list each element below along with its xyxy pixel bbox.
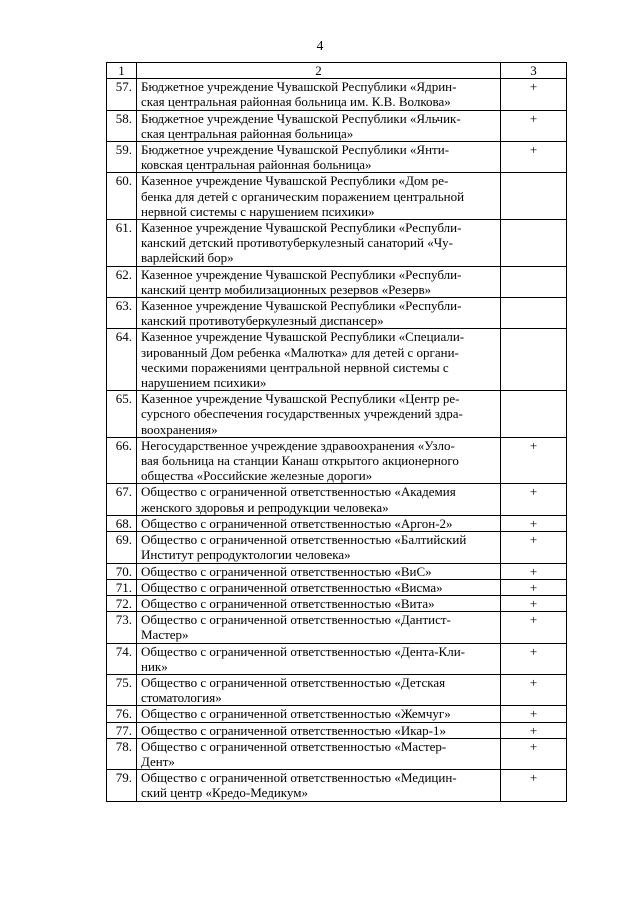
table-row bbox=[107, 391, 567, 438]
organization-name-line: Казенное учреждение Чувашской Республики «Дом ре- bbox=[141, 173, 449, 189]
row-number: 57. bbox=[107, 79, 137, 110]
row-number: 78. bbox=[107, 738, 137, 769]
participation-mark: + bbox=[501, 706, 567, 722]
row-number: 58. bbox=[107, 110, 137, 141]
participation-mark: + bbox=[501, 674, 567, 705]
row-number: 79. bbox=[107, 770, 137, 801]
organization-name bbox=[137, 266, 501, 297]
page-number: 4 bbox=[316, 38, 324, 53]
table-row bbox=[107, 532, 567, 563]
row-number: 62. bbox=[107, 266, 137, 297]
organization-name bbox=[137, 220, 501, 267]
organization-name-line: Общество с ограниченной ответственностью «Вита» bbox=[141, 595, 435, 611]
table-row bbox=[107, 173, 567, 220]
table-row bbox=[107, 484, 567, 515]
organization-name-line: нервной системы с нарушением психики» bbox=[141, 203, 375, 219]
organization-name-line: ковская центральная районная больница» bbox=[141, 157, 372, 173]
organization-name-line: варлейский бор» bbox=[141, 250, 234, 266]
row-number: 74. bbox=[107, 643, 137, 674]
table-row bbox=[107, 738, 567, 769]
organization-name-line: Негосударственное учреждение здравоохранения «Узло- bbox=[141, 437, 455, 453]
organization-name-line: Общество с ограниченной ответственностью «Медицин- bbox=[141, 770, 457, 786]
organization-name-line: нарушением психики» bbox=[141, 375, 267, 391]
organization-name-line: бенка для детей с органическим поражением центральной bbox=[141, 188, 465, 204]
organization-name bbox=[137, 437, 501, 484]
participation-mark: + bbox=[501, 579, 567, 595]
organization-name bbox=[137, 612, 501, 643]
organization-name-line: Общество с ограниченной ответственностью «Мастер- bbox=[141, 738, 447, 754]
organization-name-line: Казенное учреждение Чувашской Республики «Специали- bbox=[141, 329, 465, 345]
participation-mark: + bbox=[501, 79, 567, 110]
organization-name-line: вая больница на станции Канаш открытого акционерного bbox=[141, 453, 459, 469]
participation-mark: + bbox=[501, 532, 567, 563]
organization-name-line: канский противотуберкулезный диспансер» bbox=[141, 313, 384, 329]
table-row bbox=[107, 298, 567, 329]
row-number: 70. bbox=[107, 563, 137, 579]
table-row bbox=[107, 329, 567, 391]
row-number: 68. bbox=[107, 515, 137, 531]
row-number: 59. bbox=[107, 142, 137, 173]
organization-name bbox=[137, 706, 501, 722]
organization-name-line: общества «Российские железные дороги» bbox=[141, 468, 373, 484]
organization-name-line: женского здоровья и репродукции человека» bbox=[141, 499, 389, 515]
organization-name-line: зированный Дом ребенка «Малютка» для детей с органи- bbox=[141, 344, 459, 360]
participation-mark: + bbox=[501, 722, 567, 738]
column-header-1: 1 bbox=[107, 63, 137, 79]
participation-mark: + bbox=[501, 110, 567, 141]
participation-mark bbox=[501, 391, 567, 438]
participation-mark: + bbox=[501, 612, 567, 643]
row-number: 67. bbox=[107, 484, 137, 515]
organization-name bbox=[137, 391, 501, 438]
table-row bbox=[107, 563, 567, 579]
row-number: 64. bbox=[107, 329, 137, 391]
organization-name-line: Общество с ограниченной ответственностью «Икар-1» bbox=[141, 722, 446, 738]
participation-mark bbox=[501, 173, 567, 220]
row-number: 71. bbox=[107, 579, 137, 595]
table-row bbox=[107, 266, 567, 297]
participation-mark: + bbox=[501, 437, 567, 484]
table-header-row bbox=[107, 63, 567, 79]
table-row bbox=[107, 437, 567, 484]
organization-name bbox=[137, 579, 501, 595]
organization-name bbox=[137, 484, 501, 515]
organizations-table bbox=[106, 62, 567, 802]
participation-mark bbox=[501, 266, 567, 297]
table-row bbox=[107, 595, 567, 611]
row-number: 65. bbox=[107, 391, 137, 438]
organization-name-line: ская центральная районная больница» bbox=[141, 125, 354, 141]
organization-name-line: Дент» bbox=[141, 753, 175, 769]
organization-name-line: стоматология» bbox=[141, 690, 222, 706]
organization-name bbox=[137, 329, 501, 391]
participation-mark: + bbox=[501, 738, 567, 769]
organization-name-line: Общество с ограниченной ответственностью «Аргон-2» bbox=[141, 515, 453, 531]
organization-name-line: Общество с ограниченной ответственностью «Балтийский bbox=[141, 532, 467, 548]
participation-mark: + bbox=[501, 142, 567, 173]
organization-name bbox=[137, 563, 501, 579]
table-row bbox=[107, 706, 567, 722]
organization-name bbox=[137, 674, 501, 705]
organization-name-line: Казенное учреждение Чувашской Республики «Республи- bbox=[141, 220, 462, 236]
organization-name-line: Общество с ограниченной ответственностью «Дантист- bbox=[141, 612, 451, 628]
participation-mark: + bbox=[501, 563, 567, 579]
row-number: 72. bbox=[107, 595, 137, 611]
participation-mark: + bbox=[501, 770, 567, 801]
organization-name-line: ский центр «Кредо-Медикум» bbox=[141, 785, 308, 801]
row-number: 61. bbox=[107, 220, 137, 267]
table-row bbox=[107, 612, 567, 643]
table-row bbox=[107, 674, 567, 705]
row-number: 77. bbox=[107, 722, 137, 738]
column-header-2: 2 bbox=[137, 63, 501, 79]
organization-name-line: Казенное учреждение Чувашской Республики «Центр ре- bbox=[141, 391, 460, 407]
organization-name bbox=[137, 110, 501, 141]
table-row bbox=[107, 79, 567, 110]
organization-name-line: канский центр мобилизационных резервов «Резерв» bbox=[141, 281, 432, 297]
table-row bbox=[107, 770, 567, 801]
organization-name bbox=[137, 142, 501, 173]
organization-name bbox=[137, 515, 501, 531]
table-row bbox=[107, 220, 567, 267]
participation-mark bbox=[501, 298, 567, 329]
organization-name-line: Институт репродуктологии человека» bbox=[141, 547, 351, 563]
organization-name-line: воохранения» bbox=[141, 421, 218, 437]
organization-name-line: Общество с ограниченной ответственностью «Висма» bbox=[141, 579, 443, 595]
organization-name bbox=[137, 643, 501, 674]
organization-name-line: канский детский противотуберкулезный санаторий «Чу- bbox=[141, 235, 453, 251]
organization-name-line: Бюджетное учреждение Чувашской Республики «Яльчик- bbox=[141, 110, 461, 126]
organization-name-line: ник» bbox=[141, 658, 168, 674]
organization-name bbox=[137, 770, 501, 801]
row-number: 60. bbox=[107, 173, 137, 220]
participation-mark: + bbox=[501, 484, 567, 515]
organization-name-line: Общество с ограниченной ответственностью «Жемчуг» bbox=[141, 706, 451, 722]
organization-name-line: Бюджетное учреждение Чувашской Республики «Ядрин- bbox=[141, 79, 457, 95]
organization-name bbox=[137, 722, 501, 738]
column-header-3: 3 bbox=[501, 63, 567, 79]
organization-name-line: Общество с ограниченной ответственностью «Детская bbox=[141, 674, 446, 690]
organization-name bbox=[137, 595, 501, 611]
organization-name-line: Бюджетное учреждение Чувашской Республики «Янти- bbox=[141, 142, 450, 158]
table-row bbox=[107, 515, 567, 531]
participation-mark: + bbox=[501, 643, 567, 674]
organization-name-line: Общество с ограниченной ответственностью «Академия bbox=[141, 484, 456, 500]
organization-name-line: Общество с ограниченной ответственностью «Дента-Кли- bbox=[141, 643, 466, 659]
table-body bbox=[107, 79, 567, 801]
row-number: 75. bbox=[107, 674, 137, 705]
table-row bbox=[107, 110, 567, 141]
organization-name bbox=[137, 298, 501, 329]
table-row bbox=[107, 579, 567, 595]
participation-mark: + bbox=[501, 515, 567, 531]
participation-mark bbox=[501, 220, 567, 267]
participation-mark: + bbox=[501, 595, 567, 611]
organization-name-line: ческими поражениями центральной нервной системы с bbox=[141, 359, 449, 375]
organization-name bbox=[137, 532, 501, 563]
row-number: 63. bbox=[107, 298, 137, 329]
row-number: 66. bbox=[107, 437, 137, 484]
organization-name bbox=[137, 79, 501, 110]
organization-name-line: Мастер» bbox=[141, 627, 189, 643]
organization-name-line: сурсного обеспечения государственных учреждений здра- bbox=[141, 406, 463, 422]
organization-name bbox=[137, 173, 501, 220]
row-number: 76. bbox=[107, 706, 137, 722]
table-row bbox=[107, 142, 567, 173]
table-row bbox=[107, 722, 567, 738]
organization-name-line: Казенное учреждение Чувашской Республики «Республи- bbox=[141, 298, 462, 314]
organization-name-line: Общество с ограниченной ответственностью «ВиС» bbox=[141, 563, 432, 579]
row-number: 73. bbox=[107, 612, 137, 643]
organization-name bbox=[137, 738, 501, 769]
row-number: 69. bbox=[107, 532, 137, 563]
table-row bbox=[107, 643, 567, 674]
organization-name-line: ская центральная районная больница им. К.В. Волкова» bbox=[141, 94, 451, 110]
participation-mark bbox=[501, 329, 567, 391]
organization-name-line: Казенное учреждение Чувашской Республики «Республи- bbox=[141, 266, 462, 282]
